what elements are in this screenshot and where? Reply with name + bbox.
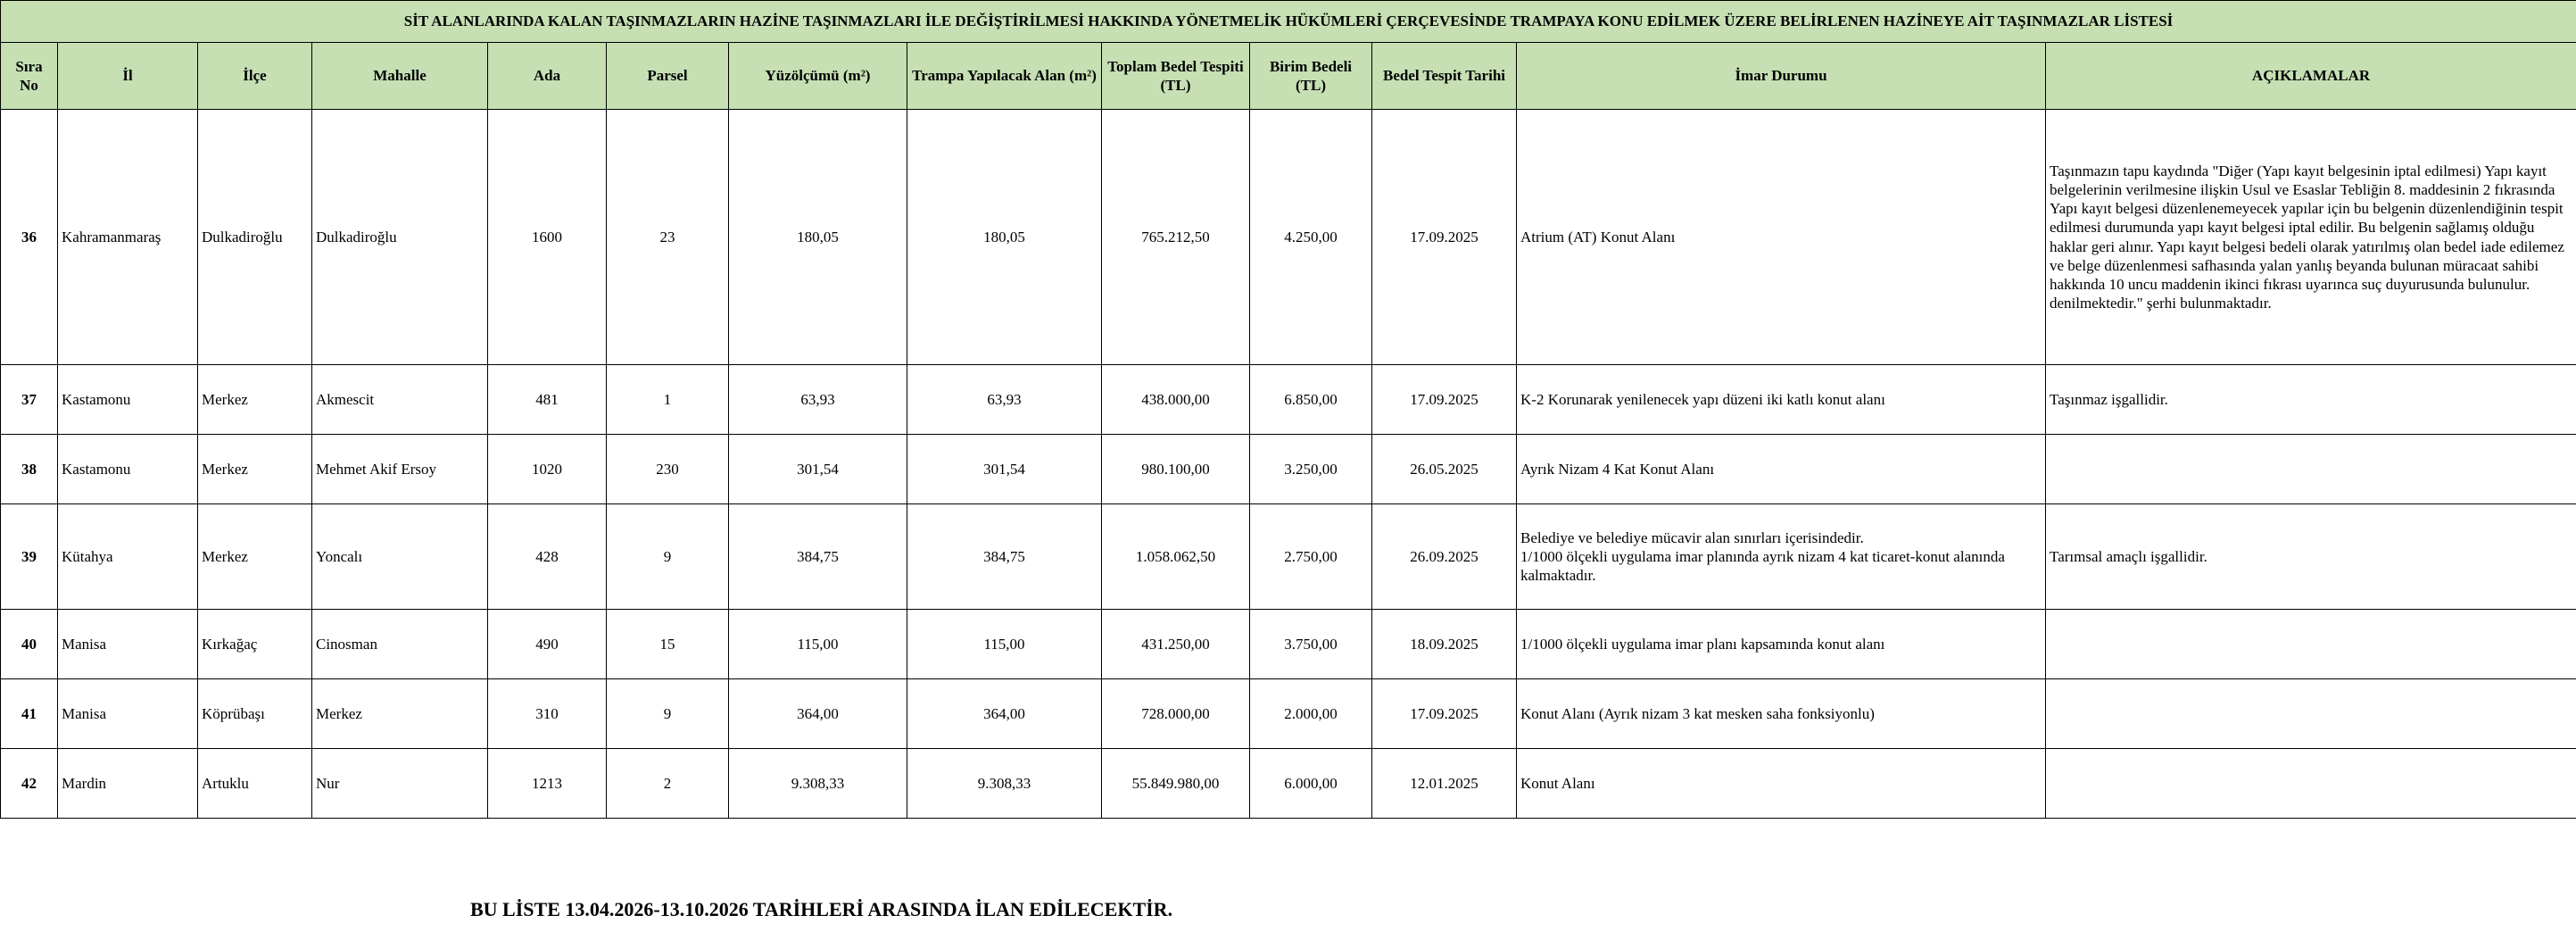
- cell-il: Kahramanmaraş: [58, 110, 198, 365]
- col-header-bedel-tespit-tarihi: Bedel Tespit Tarihi: [1372, 43, 1517, 110]
- cell-no: 42: [1, 749, 58, 819]
- cell-birim-bedel: 3.750,00: [1250, 610, 1372, 679]
- cell-imar: Ayrık Nizam 4 Kat Konut Alanı: [1517, 435, 2046, 504]
- cell-toplam-bedel: 431.250,00: [1102, 610, 1250, 679]
- cell-il: Kütahya: [58, 504, 198, 610]
- cell-aciklama: [2046, 749, 2576, 819]
- cell-tarih: 17.09.2025: [1372, 110, 1517, 365]
- cell-mahalle: Mehmet Akif Ersoy: [312, 435, 488, 504]
- cell-ilce: Merkez: [198, 435, 312, 504]
- cell-trampa-alan: 180,05: [907, 110, 1102, 365]
- cell-birim-bedel: 2.000,00: [1250, 679, 1372, 749]
- cell-toplam-bedel: 728.000,00: [1102, 679, 1250, 749]
- cell-yuzolcumu: 384,75: [729, 504, 907, 610]
- cell-aciklama: [2046, 435, 2576, 504]
- cell-mahalle: Cinosman: [312, 610, 488, 679]
- cell-no: 40: [1, 610, 58, 679]
- cell-no: 37: [1, 365, 58, 435]
- cell-mahalle: Dulkadiroğlu: [312, 110, 488, 365]
- list-title: SİT ALANLARINDA KALAN TAŞINMAZLARIN HAZİNE TAŞINMAZLARI İLE DEĞİŞTİRİLMESİ HAKKINDA YÖNETMELİK HÜKÜMLERİ ÇERÇEVESİNDE TRAMPAYA KONU EDİLMEK ÜZERE BELİRLENEN HAZİNEYE AİT TAŞINMAZLAR LİSTESİ: [1, 1, 2576, 43]
- cell-yuzolcumu: 180,05: [729, 110, 907, 365]
- col-header-toplam-bedel: Toplam Bedel Tespiti (TL): [1102, 43, 1250, 110]
- cell-ada: 1213: [488, 749, 607, 819]
- cell-ada: 481: [488, 365, 607, 435]
- cell-ada: 1020: [488, 435, 607, 504]
- cell-tarih: 17.09.2025: [1372, 679, 1517, 749]
- col-header-ada: Ada: [488, 43, 607, 110]
- cell-tarih: 26.09.2025: [1372, 504, 1517, 610]
- table-row: [1, 504, 2576, 610]
- header-row: [1, 43, 2576, 110]
- cell-mahalle: Merkez: [312, 679, 488, 749]
- col-header-sira-no: Sıra No: [1, 43, 58, 110]
- cell-parsel: 23: [607, 110, 729, 365]
- cell-no: 39: [1, 504, 58, 610]
- cell-il: Mardin: [58, 749, 198, 819]
- cell-imar: 1/1000 ölçekli uygulama imar planı kapsamında konut alanı: [1517, 610, 2046, 679]
- cell-tarih: 17.09.2025: [1372, 365, 1517, 435]
- table-row: [1, 435, 2576, 504]
- cell-aciklama: [2046, 679, 2576, 749]
- col-header-imar-durumu: İmar Durumu: [1517, 43, 2046, 110]
- cell-il: Kastamonu: [58, 435, 198, 504]
- cell-aciklama: [2046, 610, 2576, 679]
- cell-ilce: Dulkadiroğlu: [198, 110, 312, 365]
- col-header-trampa-alan: Trampa Yapılacak Alan (m²): [907, 43, 1102, 110]
- cell-aciklama: Taşınmazın tapu kaydında "Diğer (Yapı kayıt belgesinin iptal edilmesi) Yapı kayıt belgelerinin verilmesine ilişkin Usul ve Esaslar Tebliğin 8. maddesinin 2 fıkrasında Yapı kayıt belgesi düzenlenemeyecek yapılar için bu belgenin düzenlendiğinin tespit edilmesi durumunda yapı kayıt belgesi iptal edilir. Bu belgenin sağlamış olduğu haklar geri alınır. Yapı kayıt belgesi bedeli olarak yatırılmış olan bedel iade edilemez ve belge düzenlenmesi safhasında yalan yanlış beyanda bulunan müracaat sahibi hakkında 10 uncu maddenin ikinci fıkrası uyarınca suç duyurusunda bulunulur. denilmektedir." şerhi bulunmaktadır.: [2046, 110, 2576, 365]
- cell-ilce: Kırkağaç: [198, 610, 312, 679]
- cell-ilce: Artuklu: [198, 749, 312, 819]
- cell-tarih: 26.05.2025: [1372, 435, 1517, 504]
- cell-mahalle: Nur: [312, 749, 488, 819]
- table-row: [1, 610, 2576, 679]
- cell-ada: 310: [488, 679, 607, 749]
- cell-mahalle: Akmescit: [312, 365, 488, 435]
- cell-toplam-bedel: 980.100,00: [1102, 435, 1250, 504]
- cell-toplam-bedel: 765.212,50: [1102, 110, 1250, 365]
- cell-il: Kastamonu: [58, 365, 198, 435]
- cell-aciklama: Taşınmaz işgallidir.: [2046, 365, 2576, 435]
- cell-birim-bedel: 4.250,00: [1250, 110, 1372, 365]
- cell-no: 38: [1, 435, 58, 504]
- cell-imar: K-2 Korunarak yenilenecek yapı düzeni iki katlı konut alanı: [1517, 365, 2046, 435]
- cell-tarih: 12.01.2025: [1372, 749, 1517, 819]
- cell-trampa-alan: 115,00: [907, 610, 1102, 679]
- cell-imar: Konut Alanı: [1517, 749, 2046, 819]
- col-header-yuzolcumu: Yüzölçümü (m²): [729, 43, 907, 110]
- cell-birim-bedel: 6.000,00: [1250, 749, 1372, 819]
- col-header-mahalle: Mahalle: [312, 43, 488, 110]
- cell-parsel: 230: [607, 435, 729, 504]
- col-header-parsel: Parsel: [607, 43, 729, 110]
- col-header-il: İl: [58, 43, 198, 110]
- cell-birim-bedel: 3.250,00: [1250, 435, 1372, 504]
- cell-ilce: Merkez: [198, 365, 312, 435]
- announcement-footer: BU LİSTE 13.04.2026-13.10.2026 TARİHLERİ ARASINDA İLAN EDİLECEKTİR.: [470, 898, 1173, 920]
- cell-parsel: 15: [607, 610, 729, 679]
- cell-ada: 428: [488, 504, 607, 610]
- cell-mahalle: Yoncalı: [312, 504, 488, 610]
- cell-no: 36: [1, 110, 58, 365]
- cell-trampa-alan: 384,75: [907, 504, 1102, 610]
- table-row: [1, 679, 2576, 749]
- cell-il: Manisa: [58, 610, 198, 679]
- cell-tarih: 18.09.2025: [1372, 610, 1517, 679]
- cell-trampa-alan: 9.308,33: [907, 749, 1102, 819]
- cell-parsel: 9: [607, 679, 729, 749]
- cell-toplam-bedel: 1.058.062,50: [1102, 504, 1250, 610]
- table-row: [1, 110, 2576, 365]
- cell-birim-bedel: 2.750,00: [1250, 504, 1372, 610]
- cell-ada: 1600: [488, 110, 607, 365]
- col-header-aciklamalar: AÇIKLAMALAR: [2046, 43, 2576, 110]
- cell-parsel: 1: [607, 365, 729, 435]
- table-row: [1, 365, 2576, 435]
- cell-yuzolcumu: 364,00: [729, 679, 907, 749]
- cell-yuzolcumu: 63,93: [729, 365, 907, 435]
- cell-imar: Konut Alanı (Ayrık nizam 3 kat mesken saha fonksiyonlu): [1517, 679, 2046, 749]
- cell-il: Manisa: [58, 679, 198, 749]
- cell-toplam-bedel: 55.849.980,00: [1102, 749, 1250, 819]
- cell-trampa-alan: 301,54: [907, 435, 1102, 504]
- cell-toplam-bedel: 438.000,00: [1102, 365, 1250, 435]
- cell-imar: Belediye ve belediye mücavir alan sınırları içerisindedir. 1/1000 ölçekli uygulama imar planında ayrık nizam 4 kat ticaret-konut alanında kalmaktadır.: [1517, 504, 2046, 610]
- col-header-birim-bedel: Birim Bedeli (TL): [1250, 43, 1372, 110]
- cell-imar: Atrium (AT) Konut Alanı: [1517, 110, 2046, 365]
- cell-parsel: 9: [607, 504, 729, 610]
- cell-ilce: Merkez: [198, 504, 312, 610]
- cell-trampa-alan: 63,93: [907, 365, 1102, 435]
- cell-aciklama: Tarımsal amaçlı işgallidir.: [2046, 504, 2576, 610]
- table-row: [1, 749, 2576, 819]
- cell-ilce: Köprübaşı: [198, 679, 312, 749]
- cell-ada: 490: [488, 610, 607, 679]
- cell-yuzolcumu: 301,54: [729, 435, 907, 504]
- cell-yuzolcumu: 115,00: [729, 610, 907, 679]
- cell-birim-bedel: 6.850,00: [1250, 365, 1372, 435]
- cell-parsel: 2: [607, 749, 729, 819]
- cell-yuzolcumu: 9.308,33: [729, 749, 907, 819]
- cell-no: 41: [1, 679, 58, 749]
- cell-trampa-alan: 364,00: [907, 679, 1102, 749]
- col-header-ilce: İlçe: [198, 43, 312, 110]
